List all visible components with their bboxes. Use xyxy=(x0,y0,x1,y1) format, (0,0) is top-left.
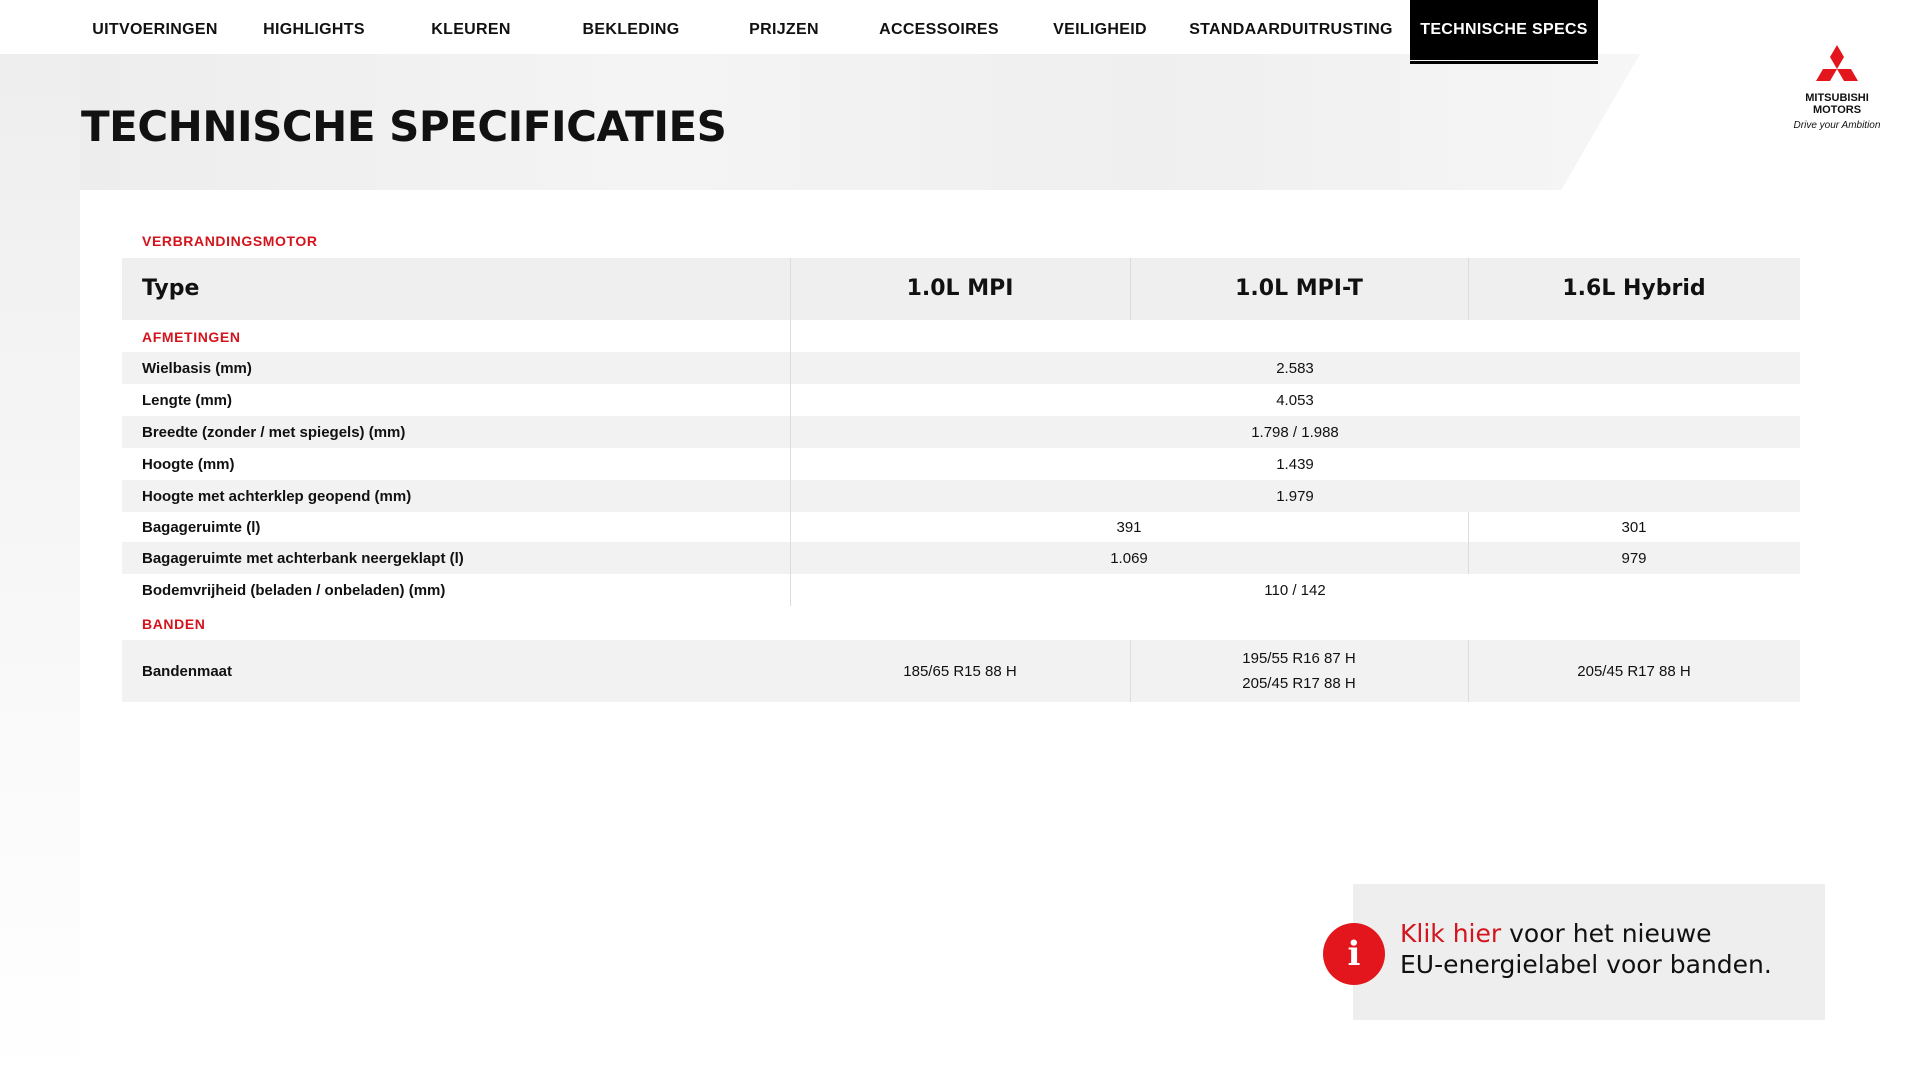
nav-item-kleuren[interactable]: KLEUREN xyxy=(431,21,511,38)
nav-item-prijzen[interactable]: PRIJZEN xyxy=(749,21,819,38)
nav-item-uitvoeringen[interactable]: UITVOERINGEN xyxy=(92,21,218,38)
table-row xyxy=(122,542,1800,574)
nav-item-veiligheid[interactable]: VEILIGHEID xyxy=(1053,21,1147,38)
specs-header-row xyxy=(122,258,1800,320)
row-value: 2.583 xyxy=(1276,359,1314,377)
table-row xyxy=(122,480,1800,512)
row-label: Lengte (mm) xyxy=(142,391,232,409)
row-value: 1.979 xyxy=(1276,487,1314,505)
nav-item-highlights[interactable]: HIGHLIGHTS xyxy=(263,21,365,38)
row-label: Bagageruimte met achterbank neergeklapt (l) xyxy=(142,549,464,567)
tire-label-info-text xyxy=(1400,918,1820,980)
row-value: 1.439 xyxy=(1276,455,1314,473)
row-label: Bandenmaat xyxy=(142,662,233,680)
row-value-combustion: 391 xyxy=(1116,518,1142,536)
column-divider xyxy=(1468,512,1469,574)
row-value: 4.053 xyxy=(1276,391,1314,409)
three-diamonds-icon xyxy=(1809,44,1865,92)
page-title: TECHNISCHE SPECIFICATIES xyxy=(81,102,727,151)
nav-item-bekleding[interactable]: BEKLEDING xyxy=(582,21,680,38)
row-label: Hoogte met achterklep geopend (mm) xyxy=(142,487,412,505)
table-row xyxy=(122,574,1800,606)
brand-name-line2: MOTORS xyxy=(1812,104,1862,116)
info-text-line1: voor het nieuwe xyxy=(1501,919,1712,948)
table-row xyxy=(122,384,1800,416)
column-divider xyxy=(1468,258,1469,320)
row-value: 110 / 142 xyxy=(1264,581,1326,599)
tire-size-hybrid: 205/45 R17 88 H xyxy=(1577,662,1691,680)
column-divider xyxy=(1130,258,1131,320)
tire-size-line: 195/55 R16 87 H xyxy=(1242,650,1356,667)
column-divider xyxy=(1130,640,1131,702)
row-label: Hoogte (mm) xyxy=(142,455,235,473)
info-text-line2: EU-energielabel voor banden. xyxy=(1400,950,1772,979)
nav-item-technische-specs[interactable]: TECHNISCHE SPECS xyxy=(1410,0,1598,60)
column-divider xyxy=(1468,640,1469,702)
klik-hier-link[interactable]: Klik hier xyxy=(1400,919,1502,948)
section-label-tires: BANDEN xyxy=(142,616,206,632)
table-row xyxy=(122,512,1800,542)
brand-name-line1: MITSUBISHI xyxy=(1805,92,1869,104)
left-background-gradient xyxy=(0,54,80,1080)
row-label: Bagageruimte (l) xyxy=(142,518,261,536)
table-row xyxy=(122,448,1800,480)
table-row xyxy=(122,416,1800,448)
type-label: Type xyxy=(142,276,200,301)
row-label: Breedte (zonder / met spiegels) (mm) xyxy=(142,423,406,441)
nav-item-standaarduitrusting[interactable]: STANDAARDUITRUSTING xyxy=(1189,21,1393,38)
table-row xyxy=(122,352,1800,384)
tire-size-mpi-t xyxy=(1130,640,1468,702)
row-value-hybrid: 301 xyxy=(1621,518,1647,536)
nav-item-accessoires[interactable]: ACCESSOIRES xyxy=(879,21,999,38)
mitsubishi-logo[interactable] xyxy=(1782,44,1892,144)
section-label-dimensions: AFMETINGEN xyxy=(142,329,241,345)
column-divider xyxy=(790,258,791,606)
info-icon[interactable]: i xyxy=(1323,923,1385,985)
tire-size-mpi: 185/65 R15 88 H xyxy=(903,662,1017,680)
tire-size-line: 205/45 R17 88 H xyxy=(1242,675,1356,692)
column-header-mpi-t: 1.0L MPI-T xyxy=(1235,276,1363,301)
row-label: Bodemvrijheid (beladen / onbeladen) (mm) xyxy=(142,581,446,599)
row-label: Wielbasis (mm) xyxy=(142,359,252,377)
row-value: 1.798 / 1.988 xyxy=(1251,423,1339,441)
top-navigation xyxy=(0,0,1920,54)
table-row xyxy=(122,640,1800,702)
column-header-mpi: 1.0L MPI xyxy=(906,276,1014,301)
row-value-hybrid: 979 xyxy=(1621,549,1647,567)
row-value-combustion: 1.069 xyxy=(1110,549,1148,567)
brand-tagline: Drive your Ambition xyxy=(1793,120,1881,131)
column-header-hybrid: 1.6L Hybrid xyxy=(1562,276,1706,301)
section-label-engine: VERBRANDINGSMOTOR xyxy=(142,233,318,249)
